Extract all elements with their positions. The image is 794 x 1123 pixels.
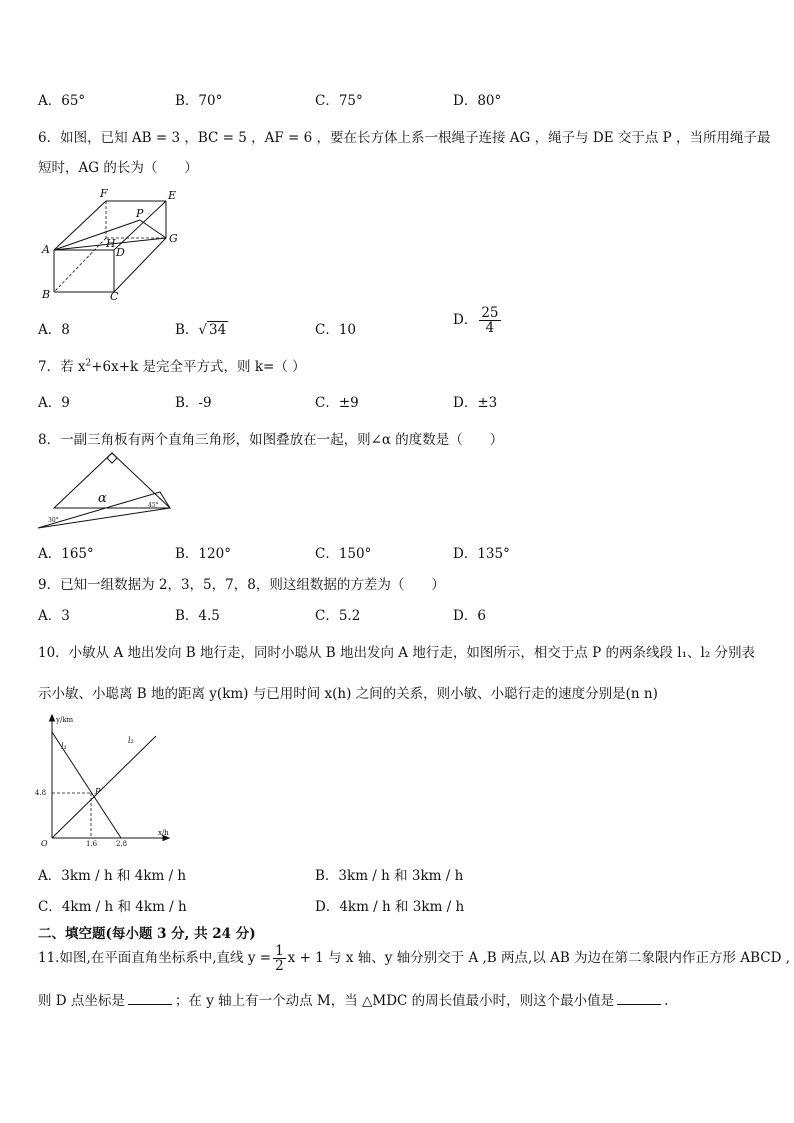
q10-stem-line2: 示小敏、小聪离 B 地的距离 y(km) 与已用时间 x(h) 之间的关系，则小敏、小聪行走的速度分别是(n n)	[38, 686, 658, 702]
q6-label-b: B	[42, 288, 51, 301]
q10-x-axis-label: x/h	[158, 829, 169, 837]
q10-line1-label: l₁	[61, 742, 67, 751]
q10-option-b: B．3km / h 和 3km / h	[315, 868, 464, 884]
q6-option-d-denominator: 4	[485, 320, 495, 337]
q11-line2-suffix: .	[664, 993, 669, 1009]
q6-option-d-prefix: D．	[453, 312, 478, 329]
q8-option-d: D．135°	[453, 546, 510, 562]
q8-angle-45-label: 45°	[148, 502, 159, 509]
q11-line1-suffix: x + 1 与 x 轴、y 轴分别交于 A ,B 两点,以 AB 为边在第二象限内作正方形 ABCD ,	[287, 950, 790, 967]
q11-line2-middle: ；在 y 轴上有一个动点 M，当 △MDC 的周长值最小时，则这个最小值是	[174, 993, 615, 1009]
q9-option-b: B．4.5	[175, 608, 220, 624]
q7-stem-suffix: +6x+k 是完全平方式，则 k=（ ）	[91, 359, 306, 375]
q7-stem-prefix: 7．若 x	[38, 359, 86, 375]
q9-option-a: A．3	[38, 608, 70, 624]
q9-option-c: C．5.2	[315, 608, 361, 624]
q7-option-a: A．9	[38, 395, 70, 411]
q8-stem: 8．一副三角板有两个直角三角形，如图叠放在一起，则∠α 的度数是（ ）	[38, 432, 504, 448]
q6-label-h: H	[106, 237, 116, 250]
q6-label-e: E	[168, 189, 177, 202]
q6-option-a: A．8	[38, 322, 70, 338]
q6-label-g: G	[169, 232, 178, 245]
q6-stem-line2: 短时，AG 的长为（ ）	[38, 160, 198, 176]
q7-stem-exponent: 2	[85, 358, 92, 369]
q6-label-f: F	[100, 187, 108, 200]
q10-stem-line1: 10．小敏从 A 地出发向 B 地行走，同时小聪从 B 地出发向 A 地行走，如图所示，相交于点 P 的两条线段 l₁、l₂ 分别表	[38, 645, 756, 661]
q10-option-a: A．3km / h 和 4km / h	[38, 868, 187, 884]
q6-label-p: P	[136, 207, 144, 220]
q10-y-axis-label: y/km	[56, 716, 74, 724]
q11-stem-line2	[38, 989, 668, 1009]
q8-option-a: A．165°	[38, 546, 94, 562]
q8-angle-30-label: 30°	[48, 517, 59, 524]
q6-cuboid-figure	[36, 186, 186, 304]
q10-x-tick-1-label: 1.6	[86, 840, 98, 848]
q10-point-p-label: P	[95, 787, 101, 796]
q6-option-d-fraction	[479, 306, 500, 335]
q6-option-b	[175, 318, 228, 338]
q6-option-b-prefix: B．	[175, 322, 199, 338]
q5-option-c: C．75°	[315, 93, 363, 109]
q11-line2-prefix: 则 D 点坐标是	[38, 993, 125, 1009]
q8-triangle-figure	[36, 450, 176, 534]
q11-fraction-denominator: 2	[275, 958, 284, 975]
q10-y-tick-label: 4.8	[35, 789, 47, 797]
q10-origin-label: O	[41, 839, 48, 848]
q9-stem: 9．已知一组数据为 2，3，5，7，8，则这组数据的方差为（ ）	[38, 577, 445, 593]
q11-answer-blank-2[interactable]	[617, 992, 661, 1005]
q6-label-c: C	[110, 290, 119, 303]
q6-option-d	[453, 306, 503, 335]
sqrt-icon: √	[198, 322, 208, 338]
q7-stem	[38, 355, 306, 375]
q6-option-c: C．10	[315, 322, 357, 338]
q10-line2-label: l₂	[128, 736, 134, 745]
q10-option-c: C．4km / h 和 4km / h	[38, 899, 187, 915]
q6-stem-line1: 6．如图，已知 AB = 3 ，BC = 5 ，AF = 6 ，要在长方体上系一根绳子连接 AG ，绳子与 DE 交于点 P ，当所用绳子最	[38, 130, 771, 146]
q5-option-b: B．70°	[175, 93, 223, 109]
q6-label-d: D	[116, 246, 125, 259]
q11-line1-prefix: 11.如图,在平面直角坐标系中,直线 y =	[38, 950, 272, 967]
q8-option-c: C．150°	[315, 546, 372, 562]
q11-answer-blank-1[interactable]	[128, 992, 172, 1005]
q10-graph-figure	[30, 712, 180, 848]
q11-stem-line1	[38, 944, 790, 973]
q10-option-d: D．4km / h 和 3km / h	[315, 899, 465, 915]
q9-option-d: D．6	[453, 608, 486, 624]
q11-fraction-numerator: 1	[275, 943, 284, 959]
q5-option-d: D．80°	[453, 93, 502, 109]
section2-heading: 二、填空题(每小题 3 分, 共 24 分)	[38, 926, 256, 942]
q6-option-b-radicand: 34	[209, 322, 227, 338]
q10-x-tick-2-label: 2.8	[116, 840, 128, 848]
q7-option-c: C．±9	[315, 395, 359, 411]
q5-option-a: A．65°	[38, 93, 86, 109]
q11-fraction	[273, 944, 286, 973]
q7-option-d: D．±3	[453, 395, 498, 411]
q6-label-a: A	[42, 243, 50, 256]
q7-option-b: B．-9	[175, 395, 212, 411]
q8-alpha-label: α	[98, 491, 107, 506]
q8-option-b: B．120°	[175, 546, 231, 562]
q6-option-d-numerator: 25	[481, 305, 499, 321]
